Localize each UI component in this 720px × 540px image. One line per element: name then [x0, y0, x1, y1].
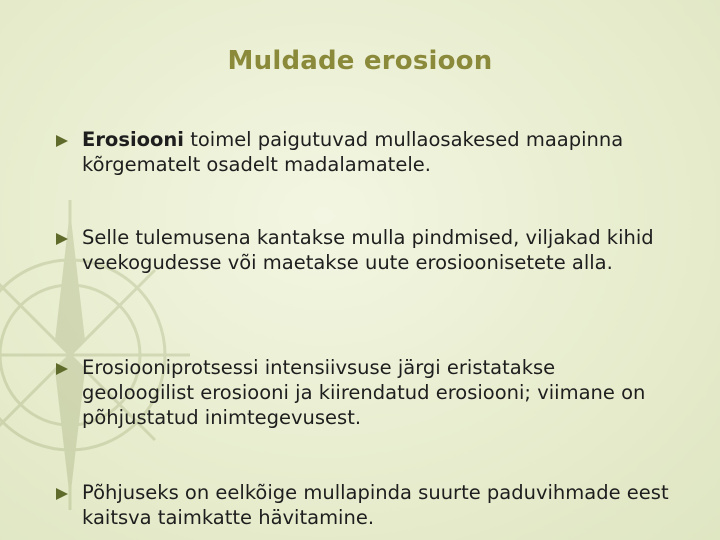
bullet-item: [56, 355, 672, 430]
bullet-item: [56, 127, 672, 177]
bullet-text: [82, 127, 672, 177]
bullet-item: [56, 480, 672, 530]
bullet-body: Selle tulemusena kantakse mulla pindmised, viljakad kihid veekogudesse või maetakse uute erosioonisetete alla.: [82, 226, 654, 274]
bullet-body: Erosiooniprotsessi intensiivsuse järgi eristatakse geoloogilist erosiooni ja kiirendatud erosiooni; viimane on põhjustatud inimtegevusest.: [82, 356, 646, 429]
triangle-right-icon: [56, 363, 68, 375]
slide-title: Muldade erosioon: [227, 46, 493, 76]
bullet-bold-term: Erosiooni: [82, 128, 184, 151]
triangle-right-icon: [56, 135, 68, 147]
bullet-text: [82, 355, 672, 430]
bullet-body: Põhjuseks on eelkõige mullapinda suurte paduvihmade eest kaitsva taimkatte hävitamine.: [82, 481, 669, 529]
triangle-right-icon: [56, 488, 68, 500]
bullet-text: [82, 225, 672, 275]
bullet-item: [56, 225, 672, 275]
bullet-body: toimel paigutuvad mullaosakesed maapinna kõrgematelt osadelt madalamatele.: [82, 128, 624, 176]
triangle-right-icon: [56, 233, 68, 245]
bullet-text: [82, 480, 672, 530]
